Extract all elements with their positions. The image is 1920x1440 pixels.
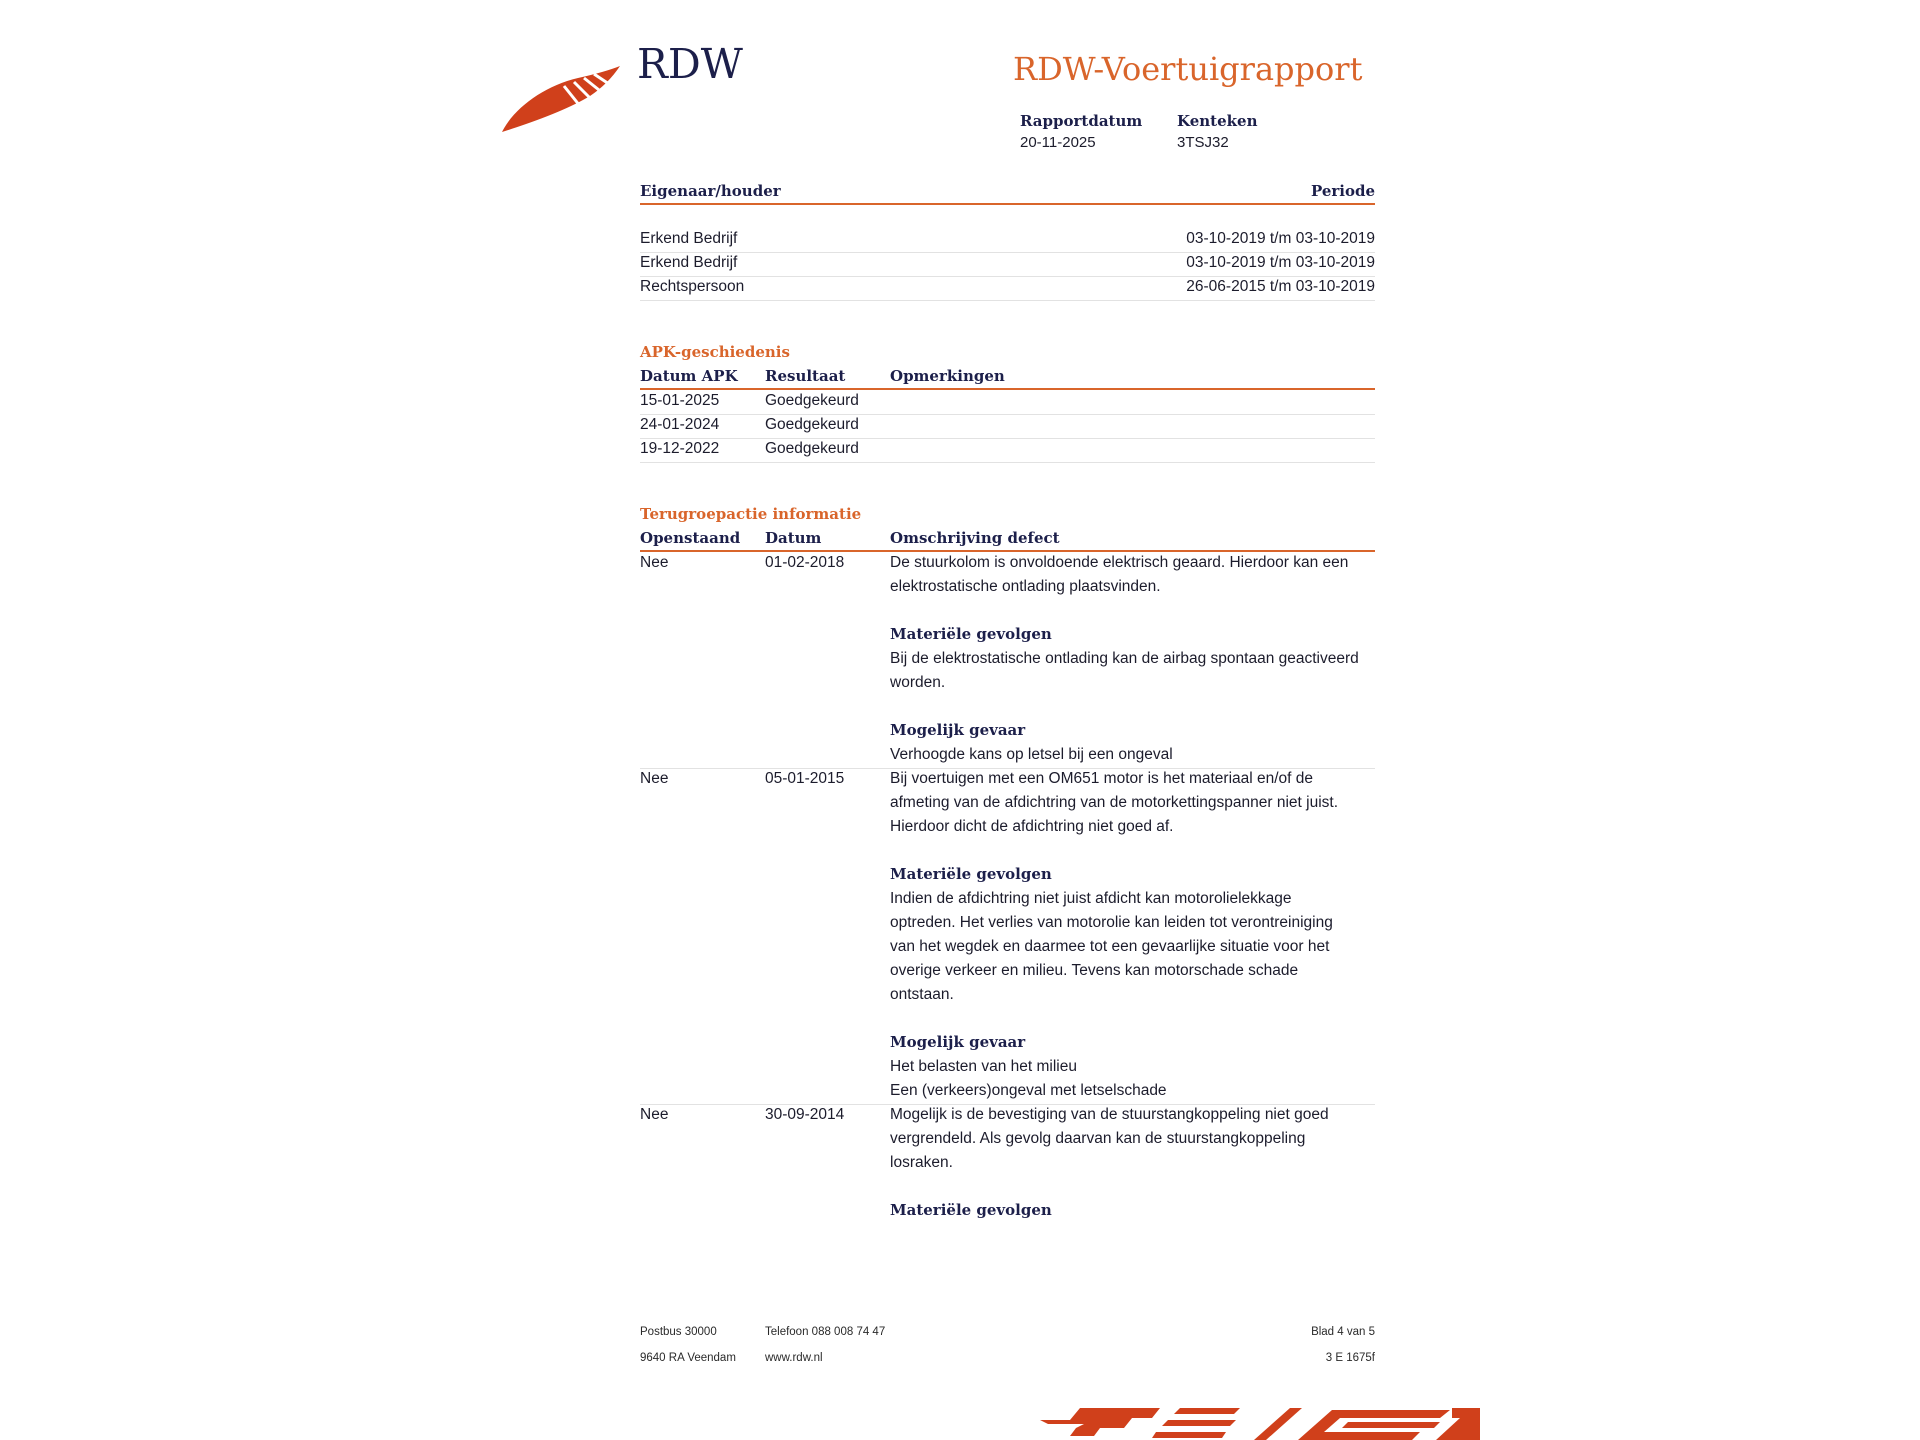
apk-header-rule: [640, 388, 1375, 390]
report-date-value: 20-11-2025: [1020, 134, 1096, 151]
report-title: RDW-Voertuigrapport: [1013, 50, 1363, 88]
consequences-text: [890, 887, 1333, 1007]
consequences-label: Materiële gevolgen: [890, 1201, 1052, 1219]
row-divider: [640, 414, 1375, 415]
apk-result-header: Resultaat: [765, 367, 846, 385]
recall-date: 30-09-2014: [765, 1106, 845, 1123]
text-line: worden.: [890, 674, 946, 691]
recall-description: [890, 1103, 1329, 1175]
text-line: Mogelijk is de bevestiging van de stuurstangkoppeling niet goed: [890, 1106, 1329, 1123]
footer-phone: Telefoon 088 008 74 47: [765, 1326, 886, 1338]
row-divider: [640, 438, 1375, 439]
text-line: afmeting van de afdichtring van de motorkettingspanner niet juist.: [890, 794, 1339, 811]
owner-name: Erkend Bedrijf: [640, 230, 738, 247]
text-line: losraken.: [890, 1154, 953, 1171]
apk-date: 24-01-2024: [640, 416, 720, 433]
text-line: Het belasten van het milieu: [890, 1058, 1077, 1075]
apk-date: 19-12-2022: [640, 440, 720, 457]
apk-remarks-header: Opmerkingen: [890, 367, 1005, 385]
danger-label: Mogelijk gevaar: [890, 721, 1026, 739]
recall-section-title: Terugroepactie informatie: [640, 505, 862, 523]
owner-period: 26-06-2015 t/m 03-10-2019: [1186, 278, 1375, 295]
owner-name: Erkend Bedrijf: [640, 254, 738, 271]
owners-header-rule: [640, 203, 1375, 205]
text-line: van het wegdek en daarmee tot een gevaarlijke situatie voor het: [890, 938, 1330, 955]
recall-date: 01-02-2018: [765, 554, 845, 571]
apk-section-title: APK-geschiedenis: [640, 343, 790, 361]
apk-result: Goedgekeurd: [765, 440, 859, 457]
apk-date-header: Datum APK: [640, 367, 738, 385]
consequences-label: Materiële gevolgen: [890, 625, 1052, 643]
danger-label: Mogelijk gevaar: [890, 1033, 1026, 1051]
text-line: Indien de afdichtring niet juist afdicht kan motorolielekkage: [890, 890, 1292, 907]
text-line: Verhoogde kans op letsel bij een ongeval: [890, 746, 1173, 763]
text-line: vergrendeld. Als gevolg daarvan kan de stuurstangkoppeling: [890, 1130, 1306, 1147]
row-divider: [640, 462, 1375, 463]
recall-description: [890, 551, 1348, 599]
recall-description: [890, 767, 1338, 839]
footer-postbus: Postbus 30000: [640, 1326, 717, 1338]
consequences-text: [890, 647, 1359, 695]
period-column-header: Periode: [1310, 182, 1375, 200]
rdw-stripe-graphic-icon: [1040, 1400, 1480, 1440]
recall-open: Nee: [640, 770, 669, 787]
owner-column-header: Eigenaar/houder: [640, 182, 781, 200]
consequences-label: Materiële gevolgen: [890, 865, 1052, 883]
owner-name: Rechtspersoon: [640, 278, 745, 295]
owner-period: 03-10-2019 t/m 03-10-2019: [1186, 254, 1375, 271]
text-line: optreden. Het verlies van motorolie kan leiden tot verontreiniging: [890, 914, 1333, 931]
recall-date: 05-01-2015: [765, 770, 845, 787]
text-line: ontstaan.: [890, 986, 954, 1003]
recall-desc-header: Omschrijving defect: [890, 529, 1060, 547]
danger-text: [890, 743, 1173, 767]
brand-name: RDW: [637, 40, 743, 88]
text-line: Hierdoor dicht de afdichtring niet goed af.: [890, 818, 1174, 835]
recall-open: Nee: [640, 554, 669, 571]
owner-period: 03-10-2019 t/m 03-10-2019: [1186, 230, 1375, 247]
footer-website-link[interactable]: www.rdw.nl: [765, 1352, 823, 1364]
footer-code: 3 E 1675f: [1325, 1352, 1375, 1364]
text-line: De stuurkolom is onvoldoende elektrisch geaard. Hierdoor kan een: [890, 554, 1349, 571]
apk-result: Goedgekeurd: [765, 416, 859, 433]
footer-page-number: Blad 4 van 5: [1311, 1326, 1375, 1338]
apk-result: Goedgekeurd: [765, 392, 859, 409]
recall-open: Nee: [640, 1106, 669, 1123]
text-line: Bij voertuigen met een OM651 motor is het materiaal en/of de: [890, 770, 1314, 787]
footer-city: 9640 RA Veendam: [640, 1352, 736, 1364]
text-line: overige verkeer en milieu. Tevens kan motorschade schade: [890, 962, 1299, 979]
rdw-feather-logo-icon: [500, 64, 622, 134]
recall-date-header: Datum: [765, 529, 822, 547]
row-divider: [640, 300, 1375, 301]
plate-label: Kenteken: [1177, 112, 1258, 130]
text-line: Een (verkeers)ongeval met letselschade: [890, 1082, 1167, 1099]
plate-value: 3TSJ32: [1177, 134, 1229, 151]
text-line: Bij de elektrostatische ontlading kan de airbag spontaan geactiveerd: [890, 650, 1359, 667]
danger-text: [890, 1055, 1167, 1103]
recall-open-header: Openstaand: [640, 529, 741, 547]
text-line: elektrostatische ontlading plaatsvinden.: [890, 578, 1161, 595]
apk-date: 15-01-2025: [640, 392, 720, 409]
report-date-label: Rapportdatum: [1020, 112, 1143, 130]
